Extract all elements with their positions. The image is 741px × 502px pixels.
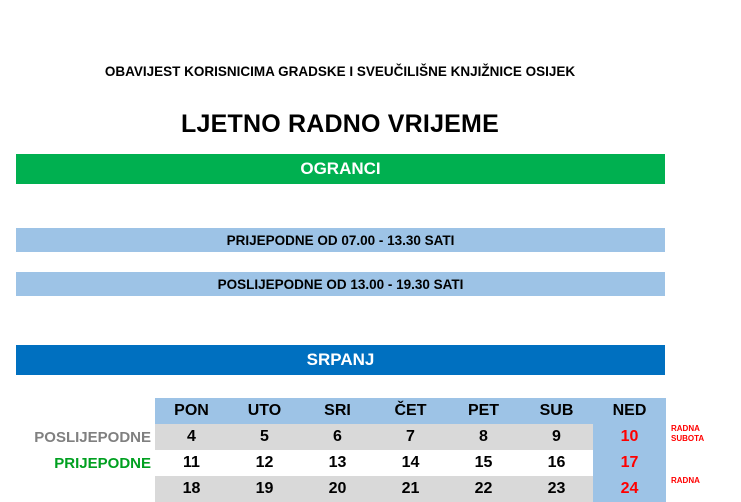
date-cell: 7	[374, 424, 447, 450]
shift-label	[16, 476, 155, 502]
page-title: LJETNO RADNO VRIJEME	[181, 110, 499, 138]
shift-label-morning: PRIJEPODNE	[54, 454, 151, 472]
afternoon-hours-banner	[16, 272, 665, 296]
date-cell: 23	[520, 476, 593, 502]
sunday-date-cell: 24	[593, 476, 666, 502]
notice-title: OBAVIJEST KORISNICIMA GRADSKE I SVEUČILIŠNE KNJIŽNICE OSIJEK	[104, 64, 576, 79]
day-header-sun: NED	[593, 398, 666, 424]
date-cell: 12	[255, 454, 274, 471]
morning-hours-banner	[16, 228, 665, 252]
sunday-date-cell: 10	[593, 424, 666, 450]
note-line: SUBOTA	[671, 434, 705, 443]
working-day-note	[666, 476, 731, 502]
date-cell: 19	[228, 476, 301, 502]
date-cell: 9	[520, 424, 593, 450]
day-header-mon: PON	[155, 398, 228, 424]
calendar-week-row	[16, 424, 731, 450]
day-header-fri: PET	[447, 398, 520, 424]
working-saturday-note	[666, 424, 731, 450]
date-cell: 20	[301, 476, 374, 502]
date-cell: 6	[301, 424, 374, 450]
date-cell: 8	[447, 424, 520, 450]
shift-label-afternoon: POSLIJEPODNE	[34, 428, 151, 446]
month-banner	[16, 345, 665, 375]
date-cell: 11	[183, 454, 200, 471]
header-label-cell	[16, 398, 155, 424]
day-header-tue: UTO	[228, 398, 301, 424]
note-cell	[666, 450, 731, 476]
date-cell: 16	[547, 454, 566, 471]
month-label: SRPANJ	[306, 350, 375, 369]
calendar-header-row	[16, 398, 731, 424]
note-line: RADNA	[671, 476, 700, 485]
day-header-thu: ČET	[374, 398, 447, 424]
sunday-date-cell: 17	[593, 450, 666, 476]
date-cell: 13	[328, 454, 347, 471]
date-cell: 14	[401, 454, 420, 471]
date-cell: 21	[374, 476, 447, 502]
date-cell: 4	[155, 424, 228, 450]
note-line: RADNA	[671, 424, 700, 433]
calendar-week-row	[16, 476, 731, 502]
calendar-week-row	[16, 450, 731, 476]
date-cell: 22	[447, 476, 520, 502]
date-cell: 15	[474, 454, 493, 471]
day-header-wed: SRI	[301, 398, 374, 424]
branches-label: OGRANCI	[300, 159, 381, 178]
branches-banner	[16, 154, 665, 184]
morning-hours-text: PRIJEPODNE OD 07.00 - 13.30 SATI	[226, 232, 455, 248]
header-note-cell	[666, 398, 731, 424]
day-header-sat: SUB	[520, 398, 593, 424]
date-cell: 5	[228, 424, 301, 450]
afternoon-hours-text: POSLIJEPODNE OD 13.00 - 19.30 SATI	[217, 276, 464, 292]
calendar-table	[16, 398, 731, 502]
date-cell: 18	[155, 476, 228, 502]
